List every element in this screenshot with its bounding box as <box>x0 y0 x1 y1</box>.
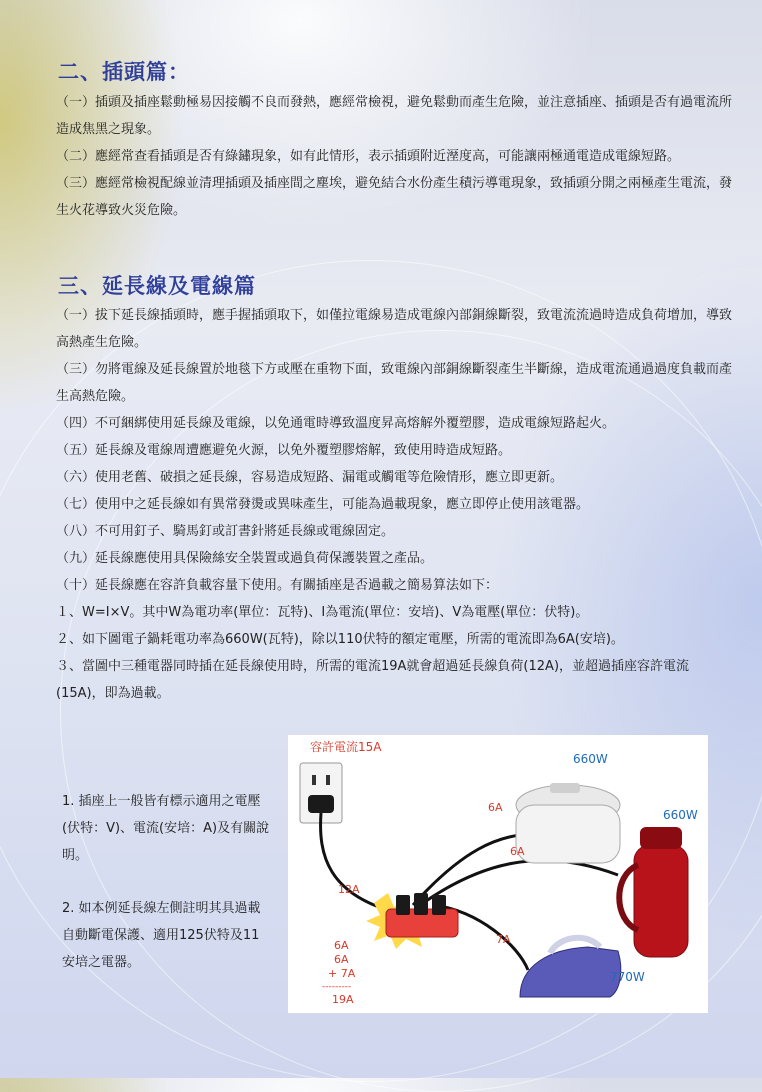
kettle-current-label: 6A <box>510 845 525 858</box>
plug-icon <box>308 795 334 813</box>
outlet-rating-label: 容許電流15A <box>310 740 382 754</box>
sum-total: 19A <box>332 993 354 1006</box>
cooker-watt-label: 660W <box>573 752 608 766</box>
paragraph: （六）使用老舊、破損之延長線，容易造成短路、漏電或觸電等危險情形，應立即更新。 <box>56 470 564 485</box>
note-2 <box>62 895 272 976</box>
paragraph: （五）延長線及電線周遭應避免火源，以免外覆塑膠熔解，致使用時造成短路。 <box>56 443 512 458</box>
sum-divider: --------- <box>322 982 352 992</box>
sum-line-2: 6A <box>334 953 349 966</box>
paragraph: （二）應經常查看插頭是否有綠鏽現象，如有此情形，表示插頭附近溼度高，可能讓兩極通電造成電線短路。 <box>56 149 681 164</box>
note-1 <box>62 788 272 869</box>
iron-watt-label: 770W <box>610 970 645 984</box>
overload-illustration <box>288 735 708 1013</box>
sum-line-3: + 7A <box>328 967 356 980</box>
paragraph: （一）插頭及插座鬆動極易因接觸不良而發熱，應經常檢視，避免鬆動而產生危險，並注意插座、插頭是否有過電流所造成焦黑之現象。 <box>56 95 733 137</box>
iron-current-label: 7A <box>496 933 511 946</box>
note-text: 1. 插座上一般皆有標示適用之電壓(伏特：V)、電流(安培：A)及有關說明。 <box>62 794 270 863</box>
paragraph: （三）應經常檢視配線並清理插頭及插座間之塵埃，避免結合水份產生積污導電現象，致插頭分開之兩極產生電流，發生火花導致火災危險。 <box>56 176 733 218</box>
section-2-body <box>56 89 732 224</box>
paragraph: （一）拔下延長線插頭時，應手握插頭取下，如僅拉電線易造成電線內部銅線斷裂，致電流流過時造成負荷增加，導致高熱產生危險。 <box>56 308 733 350</box>
section-2-title: 二、插頭篇： <box>58 60 190 84</box>
paragraph: （四）不可綑綁使用延長線及電線，以免通電時導致溫度昇高熔解外覆塑膠，造成電線短路起火。 <box>56 416 616 431</box>
overload-diagram <box>288 735 708 1013</box>
kettle-watt-label: 660W <box>663 808 698 822</box>
paragraph: １、W=I×V。其中W為電功率(單位：瓦特)、I為電流(單位：安培)、V為電壓(單位：伏特)。 <box>56 605 589 620</box>
paragraph: （九）延長線應使用具保險絲安全裝置或過負荷保護裝置之產品。 <box>56 551 434 566</box>
paragraph: （八）不可用釘子、騎馬釘或訂書針將延長線或電線固定。 <box>56 524 395 539</box>
paragraph: （七）使用中之延長線如有異常發燙或異味產生，可能為過載現象，應立即停止使用該電器。 <box>56 497 590 512</box>
paragraph: ２、如下圖電子鍋耗電功率為660W(瓦特)，除以110伏特的額定電壓，所需的電流即為6A(安培)。 <box>56 632 624 647</box>
paragraph: （十）延長線應在容許負載容量下使用。有關插座是否過載之簡易算法如下： <box>56 578 499 593</box>
paragraph: （三）勿將電線及延長線置於地毯下方或壓在重物下面，致電線內部銅線斷裂產生半斷線，造成電流通過過度負載而產生高熱危險。 <box>56 362 733 404</box>
extension-rating-label: 12A <box>338 883 360 896</box>
paragraph: ３、當圖中三種電器同時插在延長線使用時，所需的電流19A就會超過延長線負荷(12A)，並超過插座容許電流(15A)，即為過載。 <box>56 659 690 701</box>
thermos-icon <box>634 845 688 957</box>
section-3-title: 三、延長線及電線篇 <box>58 274 256 298</box>
sum-line-1: 6A <box>334 939 349 952</box>
cooker-current-label: 6A <box>488 801 503 814</box>
note-text: 2. 如本例延長線左側註明其具過載自動斷電保護、適用125伏特及11安培之電器。 <box>62 901 261 970</box>
iron-icon <box>520 947 621 997</box>
section-3-body <box>56 302 732 707</box>
